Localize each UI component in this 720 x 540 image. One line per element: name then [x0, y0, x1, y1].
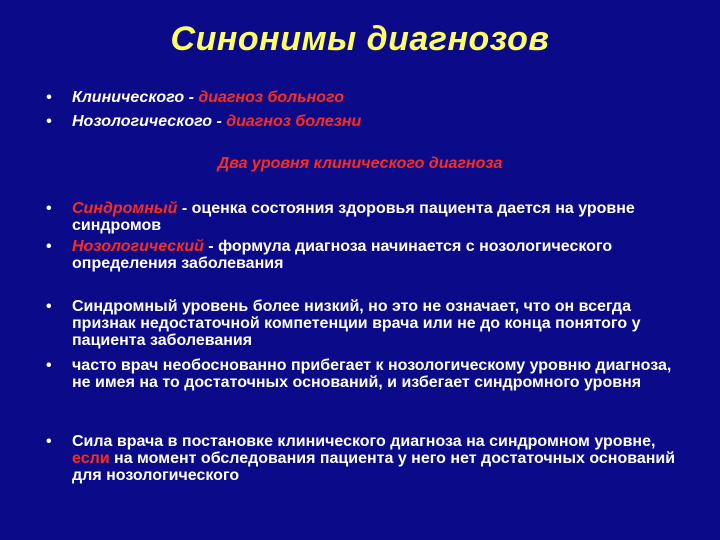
bullet: •	[46, 200, 52, 217]
slide-title: Синонимы диагнозов	[170, 20, 550, 58]
list-item	[46, 238, 692, 272]
list-item-text: - формула диагноза начинается с нозологического определения заболевания	[72, 238, 613, 272]
list-item-highlight: диагноз болезни	[226, 113, 362, 130]
list-item-lead: Нозологического -	[72, 113, 227, 130]
bullet: •	[46, 238, 52, 255]
bullet: •	[46, 433, 52, 450]
bullet: •	[46, 298, 52, 315]
list-item-highlight: диагноз больного	[198, 89, 344, 106]
list-item-text: - оценка состояния здоровья пациента дается на уровне синдромов	[72, 200, 635, 234]
list-item	[46, 113, 692, 130]
list-item	[46, 433, 687, 484]
list-item-lead: Клинического -	[72, 89, 199, 106]
bullet: •	[46, 357, 52, 374]
term-highlight: Нозологический	[72, 238, 204, 255]
list-item	[46, 89, 692, 106]
list-item	[46, 298, 687, 349]
term-highlight: если	[72, 450, 110, 467]
list-item-text: на момент обследования пациента у него нет достаточных оснований для нозологического	[72, 450, 676, 484]
list-item-text: часто врач необоснованно прибегает к нозологическому уровню диагноза, не имея на то достаточных оснований, и избегает синдромного уровня	[72, 357, 672, 391]
list-item-text: Синдромный уровень более низкий, но это не означает, что он всегда признак недостаточной компетенции врача или не до конца понятого у пациента заболевания	[72, 298, 641, 349]
list-item	[46, 357, 687, 391]
list-item-text: Сила врача в постановке клинического диагноза на синдромном уровне,	[72, 433, 656, 450]
term-highlight: Синдромный	[72, 200, 178, 217]
section-subheading: Два уровня клинического диагноза	[217, 155, 503, 172]
list-item	[46, 200, 692, 234]
bullet: •	[46, 89, 52, 106]
bullet: •	[46, 113, 52, 130]
